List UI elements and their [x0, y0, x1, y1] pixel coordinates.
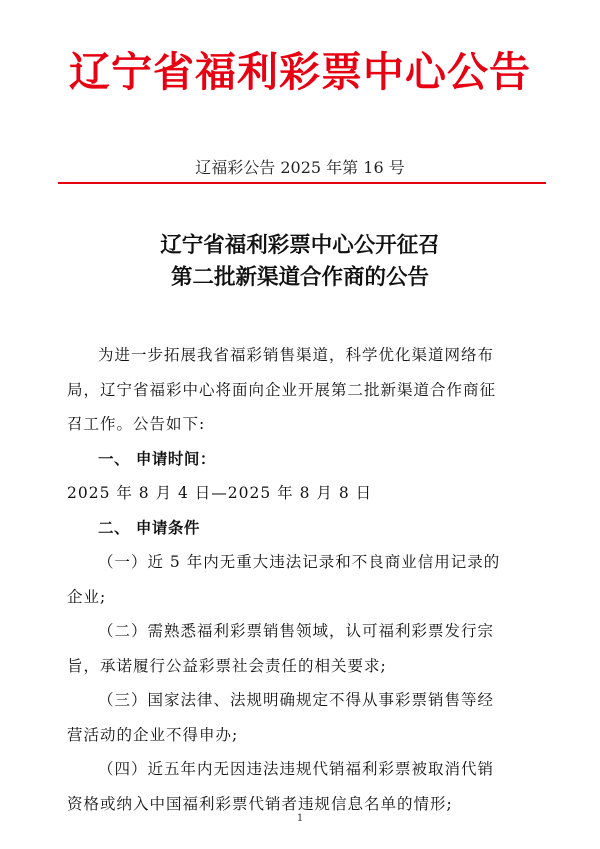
page-number: 1	[296, 813, 304, 824]
condition-item-line: 旨，承诺履行公益彩票社会责任的相关要求;	[67, 656, 387, 675]
red-header-rule	[58, 182, 546, 184]
intro-line: 局，辽宁省福彩中心将面向企业开展第二批新渠道合作商征	[67, 380, 497, 399]
condition-item-line: 营活动的企业不得申办;	[67, 725, 239, 744]
intro-line: 为进一步拓展我省福彩销售渠道，科学优化渠道网络布	[98, 346, 495, 364]
subject-line-1: 辽宁省福利彩票中心公开征召	[160, 233, 440, 258]
condition-item-line: （一）近 5 年内无重大违法记录和不良商业信用记录的	[98, 553, 501, 571]
condition-item-line: （二）需熟悉福利彩票销售领域，认可福利彩票发行宗	[98, 622, 495, 640]
intro-line: 召工作。公告如下:	[67, 415, 206, 433]
section-heading-application-conditions: 二、 申请条件	[98, 518, 200, 537]
subject-line-2: 第二批新渠道合作商的公告	[170, 265, 429, 290]
section-heading-application-time: 一、 申请时间：	[98, 449, 216, 468]
condition-item-line: （三）国家法律、法规明确规定不得从事彩票销售等经	[98, 691, 495, 709]
document-header-title: 辽宁省福利彩票中心公告	[69, 48, 531, 96]
condition-item-line: 资格或纳入中国福利彩票代销者违规信息名单的情形;	[67, 794, 453, 813]
application-time-range: 2025 年 8 月 4 日—2025 年 8 月 8 日	[67, 484, 373, 502]
condition-item-line: （四）近五年内无因违法违规代销福利彩票被取消代销	[98, 760, 495, 778]
document-number: 辽福彩公告 2025 年第 16 号	[195, 158, 405, 177]
announcement-body	[67, 338, 535, 821]
condition-item-line: 企业;	[67, 587, 107, 606]
announcement-subject	[0, 230, 600, 294]
